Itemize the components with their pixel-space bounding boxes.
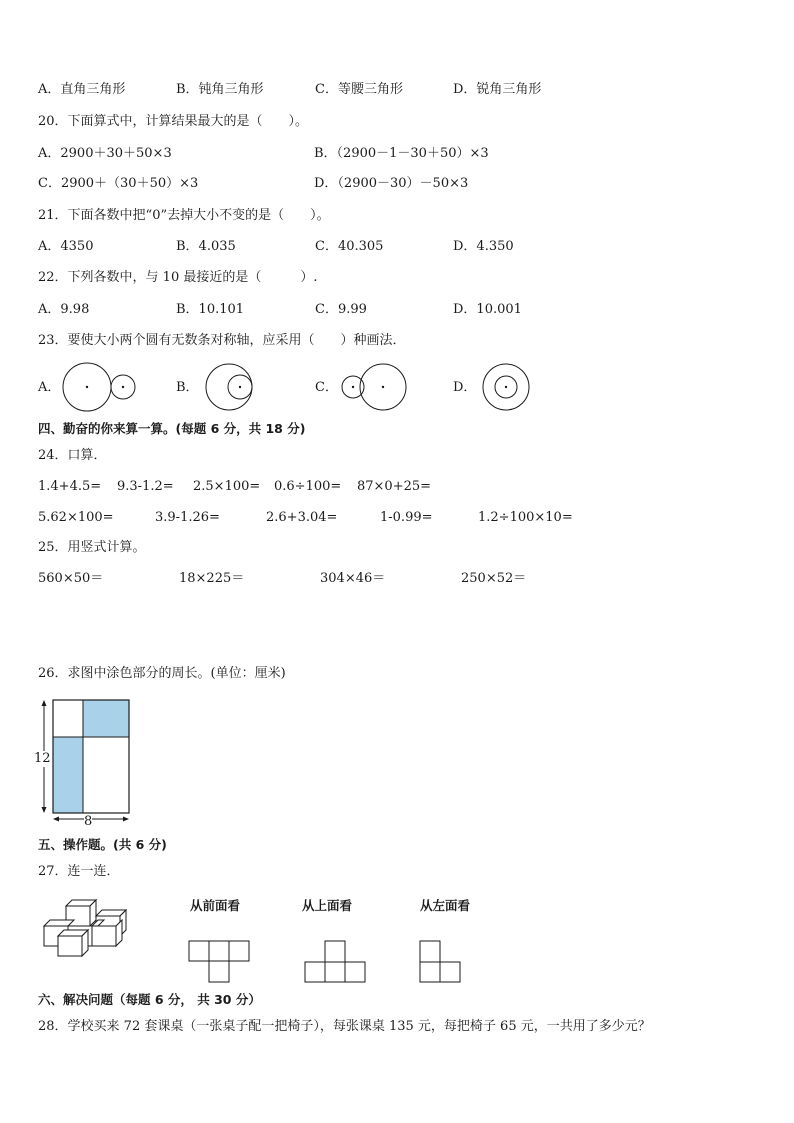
section-5-heading: 五、操作题。(共 6 分) (38, 837, 167, 852)
height-arrow-down (42, 807, 47, 813)
q21-option-b: B．4.035 (176, 239, 236, 254)
q27-shape-top (304, 940, 368, 984)
q20-option-a: A．2900＋30＋50×3 (38, 146, 172, 161)
width-arrow-right (123, 817, 129, 822)
shaded-bottom-left (53, 737, 83, 813)
q20-option-d: D．（2900－30）－50×3 (314, 176, 469, 191)
q21-option-a: A．4350 (38, 239, 94, 254)
q19-option-d: D．锐角三角形 (453, 82, 542, 97)
q27-stem: 27．连一连． (38, 864, 120, 879)
q24-r1-2: 9.3-1.2= (117, 479, 174, 494)
small-center-dot (239, 386, 241, 388)
q22-option-a: A．9.98 (38, 302, 90, 317)
height-arrow-up (42, 700, 47, 706)
big-center-dot (382, 386, 384, 388)
q19-option-b: B．钝角三角形 (176, 82, 264, 97)
q23-label-c: C． (315, 380, 338, 395)
q23-label-d: D． (453, 380, 477, 395)
q23-circles-d (482, 362, 532, 412)
q20-option-c: C．2900＋（30＋50）×3 (38, 176, 199, 191)
center-dot (505, 386, 507, 388)
q23-circles-c (340, 362, 410, 412)
q22-stem: 22．下列各数中，与 10 最接近的是（ ）. (38, 270, 318, 285)
q24-r2-5: 1.2÷100×10= (478, 510, 573, 525)
q19-option-c: C．等腰三角形 (315, 82, 403, 97)
q21-stem: 21．下面各数中把“0”去掉大小不变的是（ ）。 (38, 208, 330, 223)
q24-r1-1: 1.4+4.5= (38, 479, 102, 494)
q27-view-front-label: 从前面看 (190, 898, 241, 913)
q22-option-b: B．10.101 (176, 302, 245, 317)
width-arrow-left (53, 817, 59, 822)
q24-r1-3: 2.5×100= (193, 479, 261, 494)
q24-r2-4: 1-0.99= (380, 510, 433, 525)
q25-item-4: 250×52＝ (461, 571, 527, 586)
shaded-top-right (83, 700, 129, 737)
q26-stem: 26．求图中涂色部分的周长。(单位：厘米) (38, 666, 286, 681)
q24-r2-3: 2.6+3.04= (266, 510, 338, 525)
q24-r2-2: 3.9-1.26= (155, 510, 220, 525)
q27-shape-left (419, 940, 465, 984)
q28-text: 28．学校买来 72 套课桌（一张桌子配一把椅子），每张课桌 135 元，每把椅子 65 元，一共用了多少元？ (38, 1019, 651, 1034)
q24-stem: 24．口算． (38, 448, 107, 463)
q20-option-b: B．（2900－1－30＋50）×3 (314, 146, 489, 161)
q21-option-d: D．4.350 (453, 239, 514, 254)
q24-r1-4: 0.6÷100= (274, 479, 342, 494)
q22-option-c: C．9.99 (315, 302, 367, 317)
section-4-heading: 四、勤奋的你来算一算。(每题 6 分，共 18 分) (38, 421, 306, 436)
q27-view-left-label: 从左面看 (420, 898, 471, 913)
q23-stem: 23．要使大小两个圆有无数条对称轴，应采用（ ）种画法． (38, 333, 406, 348)
small-center-dot (352, 386, 354, 388)
big-circle (206, 364, 252, 410)
q27-view-top-label: 从上面看 (302, 898, 353, 913)
q20-stem: 20．下面算式中，计算结果最大的是（ ）。 (38, 114, 309, 129)
q23-circles-b (205, 362, 255, 412)
q27-cube-stack (42, 890, 138, 964)
q23-label-a: A． (38, 380, 61, 395)
q23-circles-a (60, 362, 140, 412)
q24-r2-1: 5.62×100= (38, 510, 114, 525)
big-center-dot (86, 386, 88, 388)
q23-label-b: B． (176, 380, 199, 395)
q22-option-d: D．10.001 (453, 302, 522, 317)
q19-option-a: A．直角三角形 (38, 82, 126, 97)
small-center-dot (122, 386, 124, 388)
section-6-heading: 六、解决问题（每题 6 分， 共 30 分） (38, 992, 261, 1007)
q25-item-2: 18×225＝ (179, 571, 245, 586)
q24-r1-5: 87×0+25= (357, 479, 432, 494)
q26-width-label: 8 (84, 814, 93, 829)
q27-shape-front (188, 940, 252, 984)
q25-item-3: 304×46＝ (320, 571, 386, 586)
q21-option-c: C．40.305 (315, 239, 384, 254)
q25-item-1: 560×50＝ (38, 571, 104, 586)
q26-height-label: 12 (34, 751, 51, 766)
q25-stem: 25．用竖式计算。 (38, 540, 146, 555)
